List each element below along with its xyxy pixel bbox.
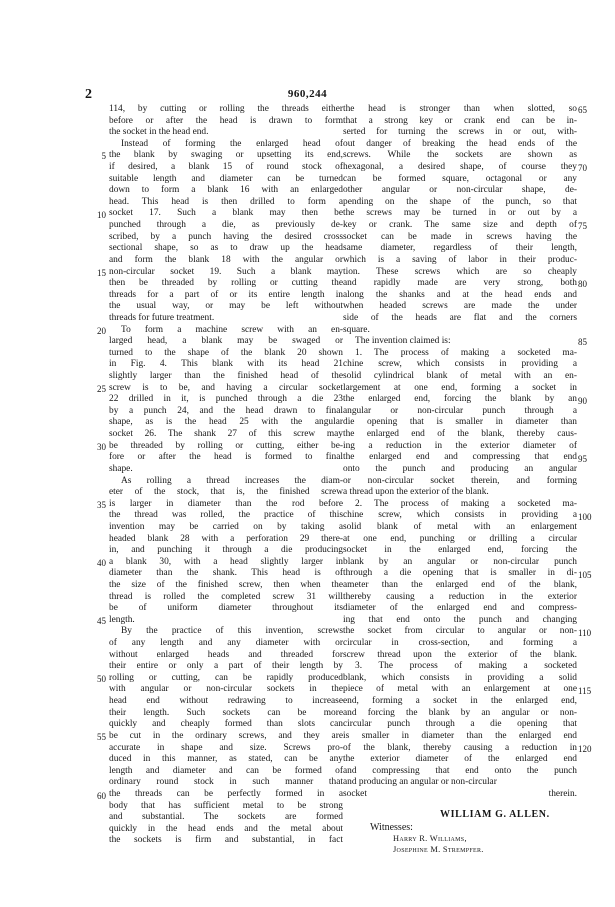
text-line: socket therein. [343, 788, 577, 799]
text-line: before or after the head is drawn to form [109, 115, 343, 126]
text-line: socket 26. The shank 27 of this screw may [109, 429, 343, 440]
text-line: a thread upon the exterior of the blank. [343, 487, 489, 498]
text-line: thereby causing a reduction in the exterior [343, 591, 577, 602]
text-line: diameter than the shank. This head is of [109, 568, 343, 579]
text-line: if desired, a blank 15 of round stock of [109, 162, 343, 173]
text-line: is larger in diameter than the rod before [109, 498, 343, 509]
text-line: length. [109, 614, 135, 625]
text-line: socket can be made in screws having the [343, 231, 577, 242]
text-line: of the blank, thereby causing a reduction in [343, 742, 577, 753]
text-line: can be formed square, octagonal or any [343, 173, 577, 184]
text-line: socket in the enlarged end, forcing the [343, 545, 577, 556]
text-line: the sockets is firm and substantial, in fact [109, 835, 343, 846]
text-line: 3. The process of making a socketed [355, 661, 577, 672]
witnesses-label: Witnesses: [370, 822, 413, 833]
line-number: 10 [97, 209, 106, 220]
text-line: with angular or non-circular sockets in the [109, 684, 343, 695]
text-line: 1. The process of making a socketed ma- [355, 347, 577, 358]
text-line: As rolling a thread increases the diam- [121, 475, 343, 486]
text-line: rolling or cutting, can be rapidly produced [109, 672, 343, 683]
text-line: chine screw, which consists in providing a [343, 510, 577, 521]
line-number: 55 [97, 732, 106, 743]
page-number: 2 [85, 87, 92, 102]
text-line: the size of the finished screw, then when the [109, 579, 343, 590]
text-line: out danger of breaking the head ends of the [343, 138, 577, 149]
text-line: square. [343, 324, 370, 335]
text-line: threads for future treatment. [109, 312, 215, 323]
text-line: then be threaded by rolling or cutting the [109, 278, 343, 289]
text-line: or non-circular socket therein, and forming [343, 475, 577, 486]
text-line: shape. [109, 463, 133, 474]
text-line: thread is rolled the completed screw 31 will [109, 591, 343, 602]
line-number: 100 [578, 511, 592, 522]
text-line: blank, which consists in providing a solid [343, 672, 577, 683]
text-line: and producing an angular or non-circular [343, 777, 497, 788]
text-line: down to form a blank 16 with an enlarged [109, 185, 343, 196]
text-line: the thread was rolled, the practice of this [109, 510, 343, 521]
text-line: quickly in the head ends and the metal about [109, 823, 343, 834]
text-line: ordinary round stock in such manner that [109, 777, 343, 788]
text-line: screw is to be, and having a circular socket [109, 382, 343, 393]
text-line: sectional shape, so as to draw up the head [109, 243, 343, 254]
text-line: Instead of forming the enlarged head of [121, 138, 343, 149]
text-line: accurate in shape and size. Screws pro- [109, 742, 343, 753]
text-line: circular in cross-section, and forming a [343, 638, 577, 649]
text-line: through a die opening that is smaller in di- [343, 568, 577, 579]
text-line: body that has sufficient metal to be strong [109, 800, 343, 811]
inventor-signature: WILLIAM G. ALLEN. [440, 809, 550, 820]
text-line: hexagonal, a desired shape, of course they [343, 162, 577, 173]
text-line: be threaded by rolling or cutting, either be- [109, 440, 343, 451]
text-line: head end without redrawing to increase [109, 696, 343, 707]
text-line: along the shanks and at the head ends and [343, 289, 577, 300]
line-number: 95 [578, 453, 587, 464]
text-line: the threads can be perfectly formed in a [109, 788, 343, 799]
line-number: 115 [578, 686, 592, 696]
text-line: end, forming a socket in the enlarged end, [343, 696, 577, 707]
patent-number: 960,244 [287, 88, 328, 100]
line-number: 45 [97, 616, 106, 627]
line-number: 50 [97, 674, 106, 685]
line-number: 20 [97, 325, 106, 336]
text-line: diameter of the enlarged end and compress- [343, 603, 577, 614]
text-line: 114, by cutting or rolling the threads either [109, 104, 343, 114]
text-line: head. This head is then drilled to form a [109, 196, 343, 207]
line-number: 75 [578, 221, 587, 232]
line-number: 85 [578, 337, 587, 348]
text-line: when headed screws are made the under [343, 301, 577, 312]
text-line: die opening that is smaller in diameter than [343, 417, 577, 428]
witness-name: Josephine M. Strempfer. [393, 845, 484, 854]
text-line: socket 17. Such a blank may then be [109, 208, 343, 219]
text-line: onto the punch and producing an angular [343, 463, 577, 474]
text-line: of any length and any diameter with or [109, 638, 343, 649]
line-number: 5 [101, 151, 106, 162]
right-column [343, 104, 577, 801]
line-number: 90 [578, 395, 587, 406]
text-line: piece of metal with an enlargement at one [343, 684, 577, 695]
text-line: solid cylindrical blank of metal with an en- [343, 371, 577, 382]
line-number: 80 [578, 279, 587, 290]
text-line: which is a saving of labor in their produc- [343, 254, 577, 265]
text-line: circular punch through a die opening that [343, 719, 577, 730]
line-number: 110 [578, 627, 592, 638]
text-line: and compressing that end onto the punch [343, 765, 577, 776]
line-number: 70 [578, 163, 587, 174]
text-line: and forcing the blank by an angular or non- [343, 707, 577, 718]
text-line: screws. While the sockets are shown as [343, 150, 577, 161]
text-line: that a strong key or crank end can be in- [343, 115, 577, 126]
text-line: the enlarged end and compressing that end [343, 452, 577, 463]
text-line: suitable length and diameter can be turned [109, 173, 343, 184]
text-line: the enlarged end of the blank, thereby caus- [343, 429, 577, 440]
text-line: To form a machine screw with an en- [121, 324, 343, 335]
text-line: headed blank 28 with a perforation 29 there- [109, 533, 343, 544]
text-line: quickly and cheaply formed than slots can [109, 719, 343, 730]
left-column [109, 104, 343, 847]
text-line: duced in this manner, as stated, can be any [109, 754, 343, 765]
text-line: turned to the shape of the blank 20 shown [109, 347, 343, 358]
line-number: 40 [97, 558, 106, 569]
text-line: side of the heads are flat and the corners [343, 312, 577, 323]
text-line: is smaller in diameter than the enlarged end [343, 730, 577, 741]
text-line: threads for a part of or its entire length in [109, 289, 343, 300]
text-line: scribed, by a punch having the desired cross [109, 231, 343, 242]
text-line: length and diameter and can be formed of [109, 765, 343, 776]
text-line: 22 drilled in it, is punched through a die 23 [109, 394, 343, 405]
line-number: 65 [578, 105, 587, 115]
text-line: without enlarged heads and threaded for [109, 649, 343, 660]
text-line: punched through a die, as previously de- [109, 220, 343, 231]
text-line: be cut in the ordinary screws, and they are [109, 730, 343, 741]
text-line: at one end, punching or drilling a circular [343, 533, 577, 544]
text-line: ameter than the enlarged end of the blank, [343, 579, 577, 590]
text-line: solid blank of metal with an enlargement [343, 521, 577, 532]
text-line: fore or after the head is formed to final [109, 452, 343, 463]
text-line: serted for turning the screws in or out, with- [343, 127, 577, 138]
text-line: in Fig. 4. This blank with its head 21 [109, 359, 343, 370]
text-line: the socket in the head end. [109, 127, 209, 138]
line-number: 120 [578, 744, 592, 755]
line-number: 35 [97, 500, 106, 511]
text-line: other angular or non-circular shape, de- [343, 185, 577, 196]
text-line: slightly larger than the finished head of the [109, 371, 343, 382]
line-number: 60 [97, 790, 106, 801]
text-line: blank by an angular or non-circular punch [343, 556, 577, 567]
text-line: a blank 30, with a head slightly larger in [109, 556, 343, 567]
text-line: invention may be carried on by taking a [109, 521, 343, 532]
line-number: 25 [97, 383, 106, 394]
text-line: chine screw, which consists in providing a [343, 359, 577, 370]
text-line: By the practice of this invention, screws [121, 626, 343, 637]
line-number: 30 [97, 441, 106, 452]
text-line: shape, as is the head 25 with the angular [109, 417, 343, 428]
text-line: ing a reduction in the exterior diameter of [343, 440, 577, 451]
text-line: non-circular socket 19. Such a blank may [109, 266, 343, 277]
text-line: larged head, a blank may be swaged or [109, 336, 343, 347]
text-line: eter of the stock, that is, the finished screw [109, 487, 343, 498]
text-line: their entire or only a part of their length by [109, 661, 343, 672]
text-line: the usual way, or may be left without [109, 301, 343, 312]
text-line: angular or non-circular punch through a [343, 405, 577, 416]
witness-name: Harry R. Williams, [393, 834, 467, 843]
text-line: the screws may be turned in or out by a [343, 208, 577, 219]
text-line: and form the blank 18 with the angular or [109, 254, 343, 265]
text-line: and substantial. The sockets are formed [109, 812, 343, 823]
text-line: in, and punching it through a die producing [109, 545, 343, 556]
text-line: be of uniform diameter throughout its [109, 603, 343, 614]
text-line: and rapidly made are very strong, both [343, 278, 577, 289]
text-line: their length. Such sockets can be more [109, 707, 343, 718]
text-line: the enlarged end, forcing the blank by an [343, 394, 577, 405]
text-line: 2. The process of making a socketed ma- [355, 498, 577, 509]
text-line: same diameter, regardless of their length, [343, 243, 577, 254]
text-line: The invention claimed is: [355, 336, 451, 347]
text-line: by a punch 24, and the head drawn to final [109, 405, 343, 416]
line-number: 15 [97, 267, 106, 278]
text-line: the exterior diameter of the enlarged end [343, 754, 577, 765]
text-line: the head is stronger than when slotted, so [343, 104, 577, 114]
text-line: pending on the shape of the punch, so that [343, 196, 577, 207]
text-line: the socket from circular to angular or non- [343, 626, 577, 637]
text-line: tion. These screws which are so cheaply [343, 266, 577, 277]
line-number: 105 [578, 569, 592, 580]
text-line: largement at one end, forming a socket in [343, 382, 577, 393]
text-line: key or crank. The same size and depth of [343, 220, 577, 231]
text-line: screw thread upon the exterior of the blank. [343, 649, 577, 660]
text-line: ing that end onto the punch and changing [343, 614, 577, 625]
text-line: the blank by swaging or upsetting its end, [109, 150, 343, 161]
